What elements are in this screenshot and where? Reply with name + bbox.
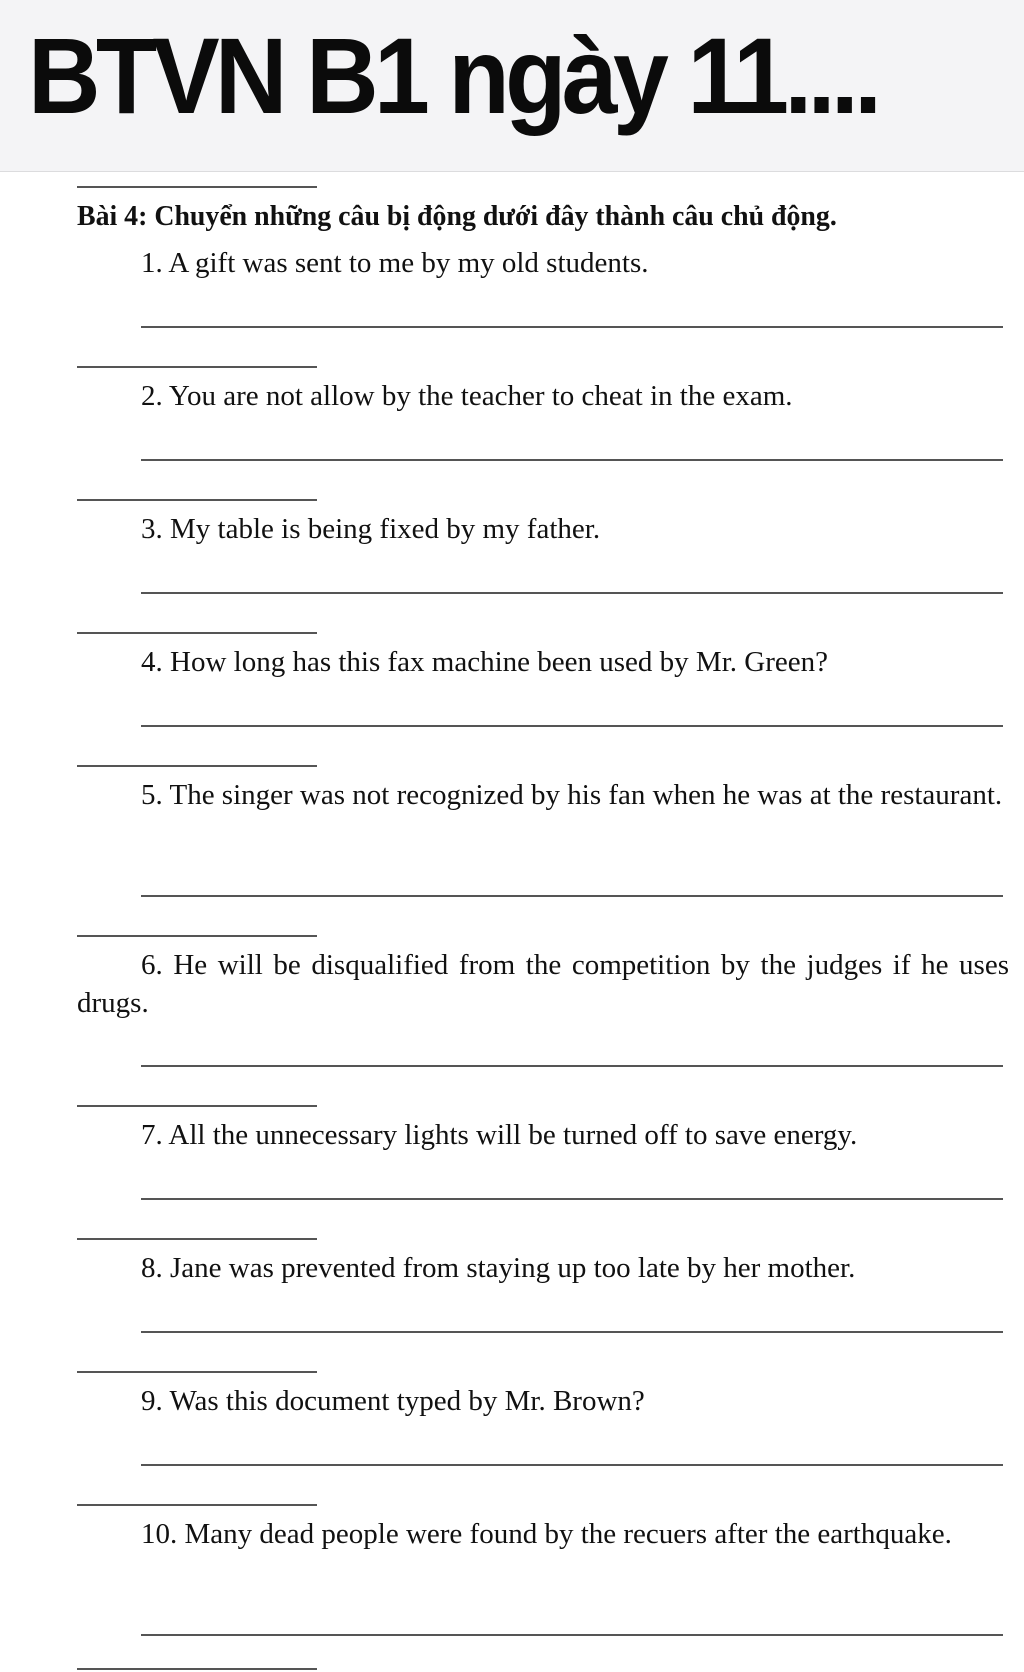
answer-line-8[interactable] — [141, 1331, 1003, 1333]
question-3: 3. My table is being fixed by my father. — [141, 513, 601, 545]
answer-line-5[interactable] — [141, 895, 1003, 897]
separator-rule — [77, 186, 317, 188]
question-1: 1. A gift was sent to me by my old students. — [141, 247, 649, 279]
answer-line-6[interactable] — [141, 1065, 1003, 1067]
separator-rule — [77, 366, 317, 368]
question-10: 10. Many dead people were found by the recuers after the earthquake. — [141, 1518, 952, 1550]
separator-rule — [77, 765, 317, 767]
separator-rule — [77, 1668, 317, 1670]
worksheet — [0, 172, 1024, 1672]
question-9: 9. Was this document typed by Mr. Brown? — [141, 1385, 645, 1417]
separator-rule — [77, 1238, 317, 1240]
separator-rule — [77, 1504, 317, 1506]
answer-line-4[interactable] — [141, 725, 1003, 727]
question-4: 4. How long has this fax machine been used by Mr. Green? — [141, 646, 828, 678]
answer-line-3[interactable] — [141, 592, 1003, 594]
separator-rule — [77, 1105, 317, 1107]
separator-rule — [77, 935, 317, 937]
exercise-heading: Bài 4: Chuyển những câu bị động dưới đây thành câu chủ động. — [77, 200, 837, 232]
separator-rule — [77, 1371, 317, 1373]
question-6: 6. He will be disqualified from the competition by the judges if he uses drugs. — [77, 949, 1009, 1019]
question-7: 7. All the unnecessary lights will be turned off to save energy. — [141, 1119, 858, 1151]
question-2: 2. You are not allow by the teacher to cheat in the exam. — [141, 380, 793, 412]
page-header — [0, 0, 1024, 172]
separator-rule — [77, 632, 317, 634]
separator-rule — [77, 499, 317, 501]
answer-line-9[interactable] — [141, 1464, 1003, 1466]
answer-line-1[interactable] — [141, 326, 1003, 328]
page-title: BTVN B1 ngày 11.... — [28, 15, 878, 136]
answer-line-2[interactable] — [141, 459, 1003, 461]
answer-line-7[interactable] — [141, 1198, 1003, 1200]
question-5: 5. The singer was not recognized by his fan when he was at the restaurant. — [141, 779, 1003, 811]
answer-line-10[interactable] — [141, 1634, 1003, 1636]
question-8: 8. Jane was prevented from staying up too late by her mother. — [141, 1252, 856, 1284]
